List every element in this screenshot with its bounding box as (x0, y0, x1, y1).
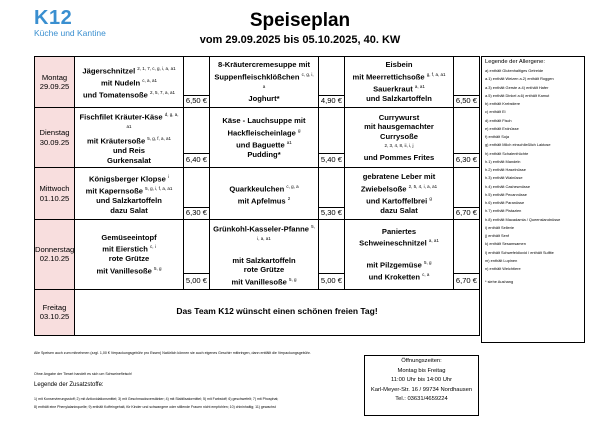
allergen-item: f) enthält Soja (485, 134, 510, 139)
dish-line (213, 138, 315, 150)
dish-text: gebratene Leber mit (362, 172, 436, 182)
allergen-codes: 5, g (423, 259, 432, 265)
logo (34, 8, 106, 38)
dish-line (348, 194, 450, 206)
dish-line (78, 134, 180, 146)
allergen-note: * siehe Aushang (485, 279, 514, 285)
dish-text: mit Nudeln (100, 78, 143, 88)
dish-cell (210, 168, 319, 220)
allergen-codes: 5, g (153, 265, 162, 271)
dish-line (348, 141, 450, 153)
allergen-item: a.3) enthält Gerste a.4) enthält Hafer (485, 84, 549, 90)
dish-line (78, 196, 180, 206)
allergen-codes: a1 (286, 139, 292, 145)
day-date: 03.10.25 (39, 312, 70, 322)
dish-text: und Tomatensoße (83, 90, 150, 100)
dish-cell (75, 168, 184, 220)
allergen-codes: 5, g, f, a, a1 (147, 136, 172, 142)
day-date: 02.10.25 (39, 254, 70, 264)
dish-text: und Salzkartoffeln (96, 196, 162, 206)
dish-text: und Kroketten (368, 272, 423, 282)
page-subtitle: vom 29.09.2025 bis 05.10.2025, 40. KW (199, 34, 401, 46)
dish-text: und Salzkartoffeln (366, 94, 432, 104)
dish-text: dazu Salat (380, 205, 418, 215)
allergen-item: h.7) enthält Pistazien (485, 208, 522, 214)
allergen-item: h.5) enthält Pecannüsse (485, 191, 527, 197)
allergen-legend-heading: Legende der Allergene: (485, 59, 545, 65)
dish-line (348, 172, 450, 182)
dish-line (213, 222, 315, 246)
allergen-item: k) enthält Sesamsamen (485, 241, 526, 247)
dish-line (348, 153, 450, 163)
dish-text: Eisbein (385, 60, 413, 70)
additive-line: 8) enthält eine Phenylalaninquelle; 9) enthält Koffeingehalt, für Kinder und schwangere oder stillende Frauen nicht empfohlen; 10) chininhaltig; 11) gewachst (34, 405, 276, 409)
menu-row (35, 220, 480, 274)
allergen-codes: c, a, a1 (142, 77, 158, 83)
dish-line (78, 242, 180, 254)
dish-text: rote Grütze (243, 265, 285, 275)
dish-line (348, 270, 450, 282)
takeaway-footnote: Alle Speisen auch zum mitnehmen (zzgl. 1,00 € Verpackungsgebühr pro Essen) Natürlich können sie auch eigenes Geschirr mitbringen, dann entfällt die Verpackungsgebühr. (34, 351, 311, 355)
dish-line (78, 184, 180, 196)
dish-text: Pudding* (247, 149, 281, 159)
dish-line (348, 94, 450, 104)
dish-text: Quarkkeulchen (229, 184, 287, 194)
price-cell: 6,30 € (184, 208, 210, 220)
price-spacer (319, 108, 345, 154)
allergen-codes: 2 (287, 195, 291, 201)
dish-text: Zwiebelsoße (360, 184, 409, 194)
day-date: 29.09.25 (39, 82, 70, 91)
dish-line (213, 116, 315, 126)
dish-text: Paniertes Schweineschnitzel (359, 226, 429, 248)
dish-line (213, 70, 315, 94)
dish-cell (75, 220, 184, 290)
dish-cell (345, 168, 454, 220)
day-name: Montag (41, 72, 68, 82)
dish-line (213, 194, 315, 206)
dish-line (78, 64, 180, 76)
address: Karl-Meyer-Str. 16 / 99734 Nordhausen (370, 386, 473, 393)
dish-line (213, 275, 315, 287)
dish-text: dazu Salat (110, 205, 148, 215)
opening-hours-time: 11:00 Uhr bis 14:00 Uhr (390, 377, 453, 383)
allergen-item: g) enthält Milch einschließlich Laktose (485, 142, 551, 148)
menu-row (35, 108, 480, 154)
page-title: Speiseplan (249, 10, 351, 31)
allergen-codes: g, f, a, a1 (426, 71, 446, 77)
dish-line (78, 172, 180, 184)
dish-line (78, 233, 180, 243)
dish-line (348, 258, 450, 270)
additives-heading: Legende der Zusatzstoffe: (34, 382, 104, 388)
logo-brand: K12 (34, 7, 73, 29)
opening-hours (364, 355, 479, 416)
dish-line (78, 264, 180, 276)
pork-note: Ohne Angabe der Tierart handelt es sich um Schweinefleisch! (34, 372, 133, 376)
allergen-codes: c, i (149, 244, 156, 250)
dish-text: und Reis (112, 146, 146, 156)
dish-text: und Pommes Frites (363, 153, 435, 163)
day-cell (35, 168, 75, 220)
dish-line (213, 94, 315, 104)
price-spacer (319, 168, 345, 208)
allergen-codes: g (297, 127, 301, 133)
allergen-list (485, 67, 581, 273)
allergen-item: h.1) enthält Mandeln (485, 158, 521, 164)
dish-line (213, 60, 315, 70)
dish-line (78, 88, 180, 100)
allergen-item: a.1) enthält Weizen a.2) enthält Roggen (485, 76, 554, 82)
dish-text: Grünkohl-Kasseler-Pfanne (213, 224, 312, 234)
phone: Tel.: 03631/4659224 (395, 396, 448, 402)
dish-text: Jägerschnitzel (82, 66, 138, 76)
allergen-codes: a, a1 (414, 84, 425, 89)
allergen-codes: g (429, 195, 432, 201)
day-cell (35, 108, 75, 168)
holiday-message: Das Team K12 wünscht einen schönen freien Tag! (75, 289, 480, 335)
dish-text: mit Kräutersoße (86, 136, 148, 146)
dish-text: und Kartoffelbrei (366, 196, 430, 206)
allergen-codes: 2, 5, 7, a, a1 (149, 90, 175, 96)
dish-text: mit Kapernsoße (85, 186, 146, 196)
dish-line (348, 113, 450, 123)
dish-line (348, 206, 450, 216)
allergen-item: m) enthält Lupinen (485, 257, 518, 263)
dish-line (213, 246, 315, 256)
allergen-codes: 5, i, a, a1 (257, 224, 315, 242)
allergen-item: n) enthält Weichtiere (485, 266, 521, 271)
dish-line (78, 146, 180, 156)
dish-line (348, 227, 450, 249)
allergen-item: a.5) enthält Dinkel a.6) enthält Kamut (485, 92, 550, 98)
dish-line (213, 150, 315, 160)
dish-cell (345, 220, 454, 290)
price-spacer (454, 57, 480, 96)
day-name: Freitag (42, 302, 67, 312)
dish-line (348, 82, 450, 94)
price-spacer (454, 108, 480, 154)
menu-row (35, 168, 480, 208)
allergen-item: h.3) enthält Walnüsse (485, 175, 523, 181)
menu-row (35, 289, 480, 335)
allergen-codes: a, a1 (428, 238, 439, 244)
dish-line (78, 110, 180, 134)
dish-text: mit Vanillesoße (96, 266, 154, 276)
allergen-item: h) enthält Schalenfrüchte (485, 150, 529, 156)
day-cell (35, 220, 75, 290)
dish-line (348, 122, 450, 141)
price-spacer (184, 168, 210, 208)
allergen-codes: 2, 3, 4, 8, ii, i, j (384, 143, 414, 149)
dish-line (213, 126, 315, 138)
dish-text: mit Apfelmus (237, 196, 288, 206)
day-cell (35, 289, 75, 335)
dish-line (348, 70, 450, 82)
dish-line (78, 156, 180, 166)
allergen-item: h.2) enthält Haselnüsse (485, 167, 526, 172)
price-spacer (184, 108, 210, 154)
allergen-item: a) enthält Glutenhaltiges Getreide (485, 68, 544, 73)
price-cell: 6,70 € (454, 208, 480, 220)
allergen-codes: 2, 5, 4, i, a, a1 (408, 183, 438, 189)
dish-text: Königsberger Klopse (89, 174, 168, 184)
day-name: Donnerstag (35, 244, 75, 254)
price-cell: 6,30 € (454, 154, 480, 168)
dish-line (348, 60, 450, 70)
dish-text: mit Pilzgemüse (366, 260, 424, 270)
dish-text: und Baguette (236, 140, 287, 150)
dish-cell (345, 108, 454, 168)
dish-line (213, 182, 315, 194)
allergen-item: h.4) enthält Cashewnüsse (485, 183, 530, 189)
additive-line: 1) mit Konservierungsstoff; 2) mit Antioxidationsmittel; 3) mit Geschmacksverstärker; 4) mit Stabilisatormittel; 5) mit Farbstoff; 6) geschwefelt; 7) mit Phosphat; (34, 397, 279, 401)
dish-cell (210, 57, 319, 108)
logo-tagline: Küche und Kantine (34, 28, 106, 38)
dish-text: Currywurst (378, 112, 420, 122)
dish-text: rote Grütze (108, 254, 150, 264)
allergen-item: i) enthält Sellerie (485, 224, 514, 230)
allergen-codes: 5, g, i, f, a, a1 (145, 186, 173, 192)
dish-text: Suppenfleischklößchen (214, 72, 302, 82)
dish-line (78, 76, 180, 88)
price-cell: 5,30 € (319, 208, 345, 220)
price-cell: 6,50 € (184, 96, 210, 108)
menu-table (34, 56, 480, 336)
price-spacer (454, 168, 480, 208)
dish-line (213, 265, 315, 275)
dish-line (348, 248, 450, 258)
price-cell: 6,70 € (454, 273, 480, 289)
day-name: Dienstag (39, 128, 70, 138)
price-cell: 5,40 € (319, 154, 345, 168)
price-spacer (319, 57, 345, 96)
dish-line (348, 182, 450, 194)
dish-cell (345, 57, 454, 108)
price-spacer (184, 57, 210, 96)
opening-hours-heading: Öffnungszeiten: (401, 358, 442, 364)
allergen-item: e) enthält Erdnüsse (485, 125, 519, 131)
dish-text: Käse - Lauchsuppe mit (222, 116, 306, 126)
allergen-codes: i (167, 174, 169, 180)
dish-text: mit Meerrettichsoße (352, 72, 427, 82)
day-date: 01.10.25 (39, 193, 70, 203)
dish-text: mit Salzkartoffeln (232, 255, 296, 265)
allergen-item: h.6) enthält Paranüsse (485, 200, 525, 205)
allergen-codes: 5, g (288, 276, 297, 282)
dish-text: mit Eierstich (102, 244, 150, 254)
allergen-codes: c, g, a (286, 183, 299, 189)
allergen-item: b) enthält Krebstiere (485, 101, 521, 106)
dish-text: mit Vanillesoße (231, 277, 289, 287)
allergen-codes: c, a (422, 271, 430, 277)
dish-cell (210, 220, 319, 290)
dish-text: Fischfilet Kräuter-Käse (79, 112, 165, 122)
allergen-codes: c, g, i, a (262, 71, 314, 89)
dish-text: Gurkensalat (107, 155, 151, 165)
dish-line (78, 206, 180, 216)
day-date: 30.09.25 (39, 137, 70, 147)
dish-text: Gemüseeintopf (101, 232, 157, 242)
allergen-item: l) enthält Schwefeldioxid / enthält Sulfite (485, 249, 554, 255)
price-cell: 6,40 € (184, 154, 210, 168)
allergen-item: d) enthält Fisch (485, 117, 512, 123)
price-spacer (319, 220, 345, 274)
menu-row (35, 57, 480, 96)
allergen-codes: d, g, a, a1 (126, 112, 179, 130)
dish-text: 8-Kräutercremesuppe mit (217, 60, 310, 70)
allergen-item: c) enthält Ei (485, 109, 506, 115)
day-cell (35, 57, 75, 108)
dish-cell (210, 108, 319, 168)
price-cell: 6,50 € (454, 96, 480, 108)
allergen-item: j) enthält Senf (485, 233, 510, 238)
price-spacer (184, 220, 210, 274)
price-cell: 4,90 € (319, 96, 345, 108)
allergen-item: h.8) enthält Macadamia / Queenslandnüsse (485, 216, 561, 222)
allergen-codes: 2, 1, 7, c, g, i, a, a1 (137, 65, 176, 71)
dish-text: Joghurt* (248, 94, 280, 104)
dish-text: mit hausgemachter Currysoße (364, 122, 434, 141)
price-cell: 5,00 € (184, 273, 210, 289)
additives-list (34, 395, 359, 411)
price-spacer (454, 220, 480, 274)
day-name: Mittwoch (39, 184, 70, 194)
dish-text: Hackfleischeinlage (227, 128, 298, 138)
dish-cell (75, 57, 184, 108)
opening-hours-days: Montag bis Freitag (397, 367, 446, 374)
dish-text: Sauerkraut (373, 84, 415, 94)
dish-line (213, 256, 315, 266)
dish-line (78, 254, 180, 264)
allergen-legend (481, 56, 585, 343)
dish-cell (75, 108, 184, 168)
price-cell: 5,00 € (319, 273, 345, 289)
